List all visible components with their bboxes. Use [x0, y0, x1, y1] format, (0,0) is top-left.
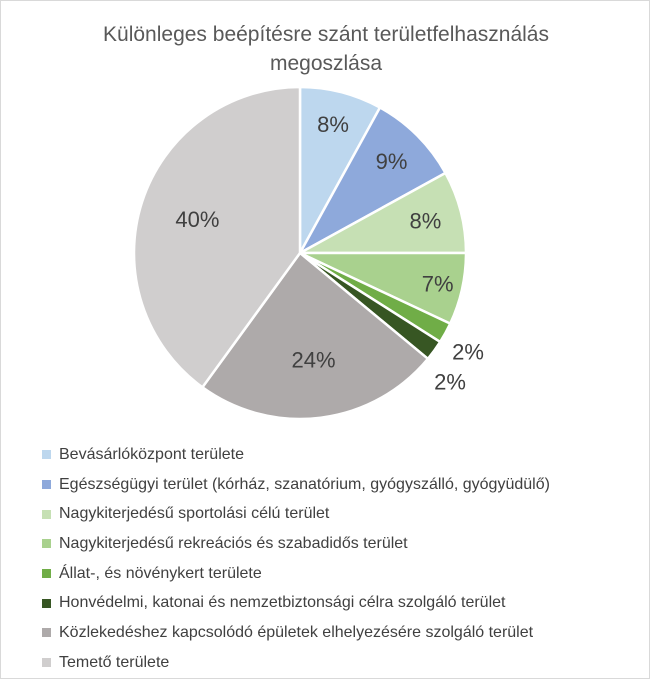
legend-item	[42, 559, 550, 589]
data-label: 24%	[291, 347, 336, 373]
legend-item	[42, 618, 550, 648]
legend-item	[42, 470, 550, 500]
data-label: 8%	[409, 208, 442, 234]
data-label: 2%	[452, 339, 484, 365]
legend-swatch	[42, 658, 51, 667]
data-label: 9%	[375, 148, 408, 174]
data-label: 8%	[317, 111, 349, 137]
legend-label: Állat-, és növénykert területe	[59, 564, 262, 582]
legend-swatch	[42, 510, 51, 519]
chart-title-line-1: Különleges beépítésre szánt területfelhasználás	[103, 23, 549, 46]
legend-swatch	[42, 480, 51, 489]
legend-label: Bevásárlóközpont területe	[59, 445, 244, 463]
legend-label: Nagykiterjedésű sportolási célú terület	[59, 505, 330, 523]
legend-item	[42, 648, 550, 678]
legend-swatch	[42, 450, 51, 459]
legend-swatch	[42, 628, 51, 637]
legend-swatch	[42, 569, 51, 578]
legend-item	[42, 440, 550, 470]
legend-label: Közlekedéshez kapcsolódó épületek elhelyezésére szolgáló terület	[59, 623, 534, 641]
legend-swatch	[42, 599, 51, 608]
chart-legend	[42, 440, 550, 678]
legend-label: Temető területe	[59, 653, 170, 671]
data-label: 40%	[175, 207, 220, 233]
chart-title-line-2: megoszlása	[269, 52, 383, 75]
legend-item	[42, 499, 550, 529]
legend-label: Egészségügyi terület (kórház, szanatórium, gyógyszálló, gyógyüdülő)	[59, 475, 550, 493]
legend-label: Honvédelmi, katonai és nemzetbiztonsági célra szolgáló terület	[59, 594, 506, 612]
data-label: 2%	[434, 369, 466, 395]
legend-item	[42, 588, 550, 618]
legend-label: Nagykiterjedésű rekreációs és szabadidős terület	[59, 534, 408, 552]
legend-swatch	[42, 539, 51, 548]
legend-item	[42, 529, 550, 559]
data-label: 7%	[421, 271, 454, 297]
